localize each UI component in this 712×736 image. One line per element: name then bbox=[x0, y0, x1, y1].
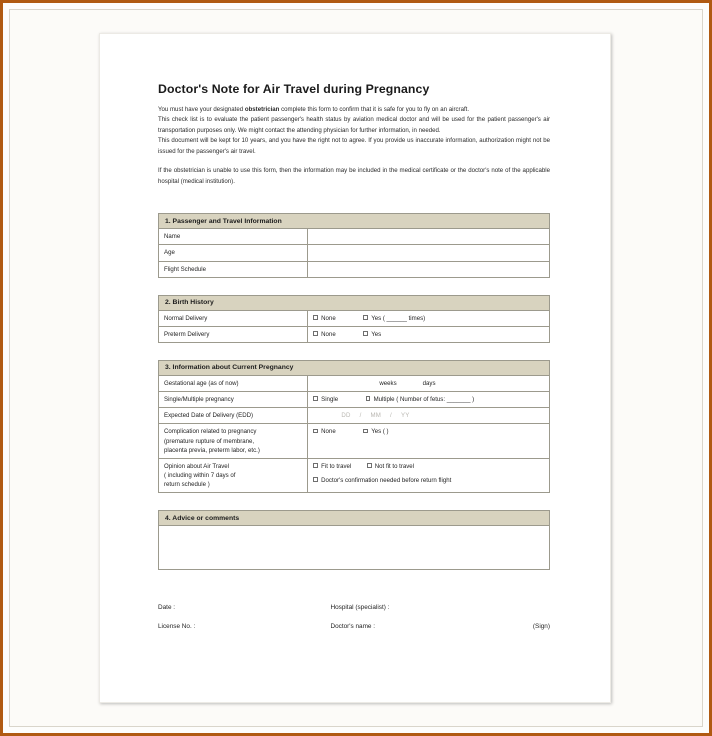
row-label-single-multiple: Single/Multiple pregnancy bbox=[159, 392, 308, 408]
license-field-label[interactable]: License No. : bbox=[158, 623, 196, 631]
checkbox-option-not-fit-to-travel[interactable] bbox=[367, 462, 414, 471]
row-label-edd: Expected Date of Delivery (EDD) bbox=[159, 408, 308, 424]
table-row bbox=[159, 408, 550, 424]
section-3-table bbox=[158, 375, 550, 493]
sign-label: (Sign) bbox=[532, 623, 550, 631]
row-label-preterm-delivery: Preterm Delivery bbox=[159, 326, 308, 342]
section-advice-comments bbox=[158, 510, 550, 570]
page-title: Doctor's Note for Air Travel during Pregnancy bbox=[158, 82, 430, 96]
checkbox-option-normal-yes[interactable] bbox=[363, 314, 425, 323]
input-name[interactable] bbox=[308, 229, 550, 245]
complication-label-sub1: (premature rupture of membrane, bbox=[164, 437, 255, 445]
checkbox-icon[interactable] bbox=[313, 396, 318, 401]
checkbox-label: Yes ( ) bbox=[371, 428, 389, 436]
checkbox-label: None bbox=[321, 314, 336, 322]
checkbox-label: Fit to travel bbox=[321, 462, 352, 470]
checkbox-option-multiple[interactable] bbox=[366, 395, 474, 404]
intro-p1-part-a: You must have your designated bbox=[158, 106, 245, 113]
intro-paragraph-1 bbox=[158, 105, 550, 115]
table-row bbox=[159, 392, 550, 408]
document-page bbox=[99, 33, 611, 703]
checkbox-option-preterm-none[interactable] bbox=[313, 330, 335, 339]
table-row bbox=[159, 375, 550, 391]
checkbox-icon[interactable] bbox=[313, 331, 318, 336]
checkbox-icon[interactable] bbox=[363, 315, 368, 320]
table-row bbox=[159, 458, 550, 492]
input-age[interactable] bbox=[308, 245, 550, 261]
row-options-normal-delivery bbox=[308, 310, 550, 326]
checkbox-option-complication-yes[interactable] bbox=[363, 427, 388, 436]
section-current-pregnancy bbox=[158, 360, 550, 493]
intro-p1-bold: obstetrician bbox=[244, 106, 280, 113]
checkbox-label: None bbox=[321, 330, 336, 338]
table-row bbox=[159, 424, 550, 458]
edd-yy-placeholder[interactable]: YY bbox=[400, 412, 410, 420]
section-2-table bbox=[158, 310, 550, 343]
row-options-preterm-delivery bbox=[308, 326, 550, 342]
row-label-normal-delivery: Normal Delivery bbox=[159, 310, 308, 326]
opinion-options-line-1 bbox=[313, 462, 544, 471]
hospital-field-label[interactable]: Hospital (specialist) : bbox=[330, 604, 390, 612]
checkbox-option-complication-none[interactable] bbox=[313, 427, 335, 436]
complication-label-main: Complication related to pregnancy bbox=[164, 428, 257, 436]
table-row bbox=[159, 310, 550, 326]
section-1-heading: 1. Passenger and Travel Information bbox=[158, 213, 550, 229]
checkbox-option-normal-none[interactable] bbox=[313, 314, 335, 323]
checkbox-option-confirmation-needed[interactable] bbox=[313, 476, 451, 485]
checkbox-option-single[interactable] bbox=[313, 395, 338, 404]
gestational-weeks-label: weeks bbox=[379, 379, 397, 387]
table-row bbox=[159, 229, 550, 245]
section-1-table bbox=[158, 228, 550, 277]
intro-paragraphs bbox=[158, 105, 550, 187]
edd-mm-placeholder[interactable]: MM bbox=[370, 412, 382, 420]
checkbox-icon[interactable] bbox=[313, 429, 318, 434]
row-options-opinion bbox=[308, 458, 550, 492]
row-label-opinion-air-travel bbox=[159, 458, 308, 492]
checkbox-label: Doctor's confirmation needed before return flight bbox=[321, 476, 452, 484]
checkbox-icon[interactable] bbox=[363, 429, 368, 434]
row-label-flight-schedule: Flight Schedule bbox=[159, 261, 308, 277]
section-3-heading: 3. Information about Current Pregnancy bbox=[158, 360, 550, 376]
row-options-single-multiple bbox=[308, 392, 550, 408]
checkbox-icon[interactable] bbox=[313, 463, 318, 468]
row-label-name: Name bbox=[159, 229, 308, 245]
edd-dd-placeholder[interactable]: DD bbox=[341, 412, 351, 420]
checkbox-label: Yes bbox=[371, 330, 382, 338]
doctor-name-field-label[interactable]: Doctor's name : bbox=[330, 623, 376, 631]
row-value-edd[interactable] bbox=[308, 408, 550, 424]
section-2-heading: 2. Birth History bbox=[158, 295, 550, 311]
opinion-options-line-2 bbox=[313, 476, 544, 485]
checkbox-option-fit-to-travel[interactable] bbox=[313, 462, 351, 471]
section-4-heading: 4. Advice or comments bbox=[158, 510, 550, 526]
intro-p1-part-b: complete this form to confirm that it is safe for you to fly on an aircraft. bbox=[279, 106, 470, 113]
intro-paragraph-2: This check list is to evaluate the patient passenger's health status by aviation medical doctor and will be used for the patient passenger's air transportation purposes only. We might contact the attending physician for further information, in needed. bbox=[158, 116, 550, 134]
row-options-complication bbox=[308, 424, 550, 458]
intro-paragraph-3: This document will be kept for 10 years, and you have the right not to agree. If you provide us inaccurate information, authorization might not be issued for the passenger's air travel. bbox=[158, 137, 550, 155]
edd-slash-2: / bbox=[390, 412, 392, 420]
checkbox-label: None bbox=[321, 428, 336, 436]
advice-comments-textarea[interactable] bbox=[158, 526, 550, 570]
input-flight-schedule[interactable] bbox=[308, 261, 550, 277]
checkbox-icon[interactable] bbox=[313, 477, 318, 482]
checkbox-label: Single bbox=[321, 396, 339, 404]
checkbox-icon[interactable] bbox=[367, 463, 372, 468]
date-field-label[interactable]: Date : bbox=[158, 604, 176, 612]
checkbox-label: Yes ( ______ times) bbox=[371, 314, 426, 322]
checkbox-icon[interactable] bbox=[313, 315, 318, 320]
edd-placeholder-group[interactable] bbox=[313, 412, 409, 419]
checkbox-label: Multiple ( Number of fetus: _______ ) bbox=[373, 396, 475, 404]
section-passenger-travel-information bbox=[158, 213, 550, 277]
signature-block bbox=[158, 604, 550, 630]
document-content bbox=[158, 82, 550, 642]
table-row bbox=[159, 245, 550, 261]
edd-slash-1: / bbox=[359, 412, 362, 420]
checkbox-icon[interactable] bbox=[366, 396, 371, 401]
checkbox-option-preterm-yes[interactable] bbox=[363, 330, 381, 339]
row-label-age: Age bbox=[159, 245, 308, 261]
checkbox-icon[interactable] bbox=[363, 331, 368, 336]
row-label-complication bbox=[159, 424, 308, 458]
signature-row-2 bbox=[158, 623, 550, 630]
signature-row-1-spacer bbox=[487, 604, 550, 611]
opinion-label-main: Opinion about Air Travel bbox=[164, 462, 230, 470]
opinion-label-sub2: return schedule ) bbox=[164, 481, 210, 489]
signature-row-1 bbox=[158, 604, 550, 611]
table-row bbox=[159, 326, 550, 342]
intro-paragraph-4: If the obstetrician is unable to use this form, then the information may be included in the medical certificate or the doctor's note of the applicable hospital (medical institution). bbox=[158, 167, 550, 185]
row-value-gestational-age[interactable] bbox=[308, 375, 550, 391]
gestational-days-label: days bbox=[422, 379, 436, 387]
section-birth-history bbox=[158, 295, 550, 343]
checkbox-label: Not fit to travel bbox=[374, 462, 415, 470]
table-row bbox=[159, 261, 550, 277]
complication-label-sub2: placenta previa, preterm labor, etc.) bbox=[164, 446, 260, 454]
opinion-label-sub1: ( including within 7 days of bbox=[164, 471, 236, 479]
row-label-gestational-age: Gestational age (as of now) bbox=[159, 375, 308, 391]
